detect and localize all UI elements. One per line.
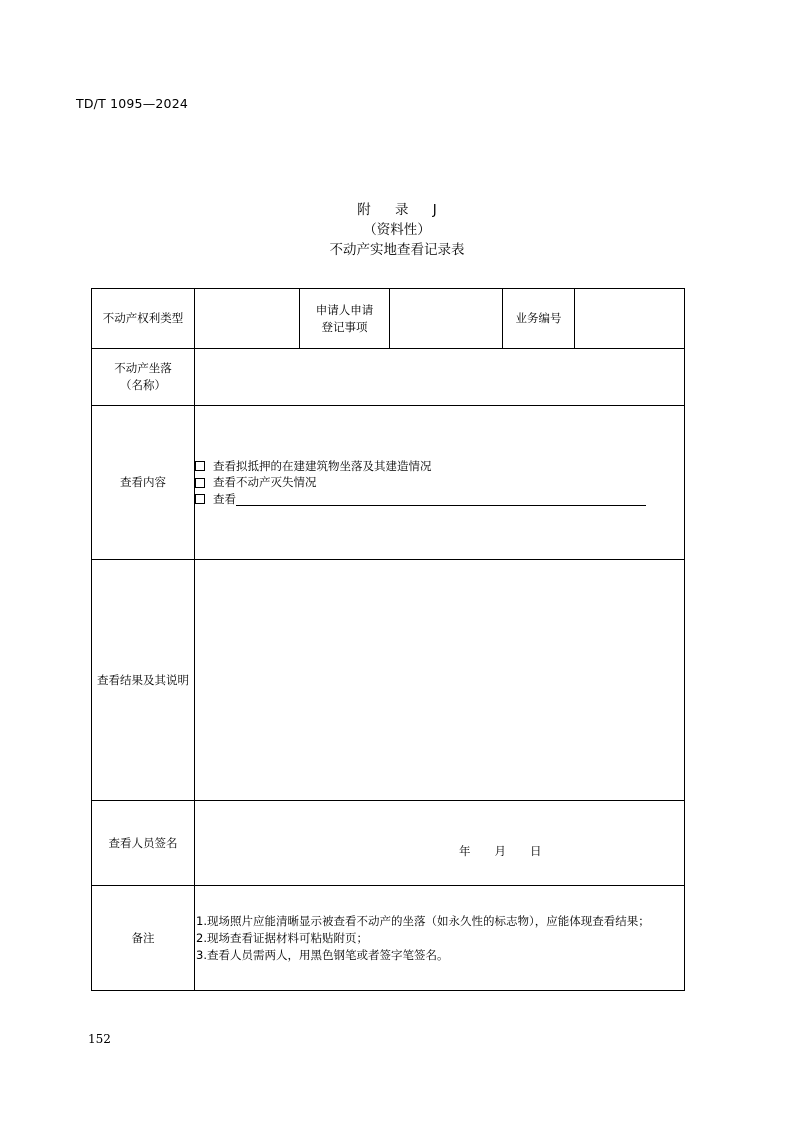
row-property-type [92,289,685,349]
checkbox-icon[interactable] [195,478,205,488]
day-label: 日 [530,844,542,858]
appendix-title: 附 录 J [357,202,447,218]
location-label-line2: （名称） [120,378,166,392]
row-signature [92,801,685,886]
standard-code: TD/T 1095—2024 [76,96,189,111]
other-inspection-blank[interactable] [236,493,646,506]
checklist-item-label: 查看 [213,491,236,506]
checklist-item-label: 查看拟抵押的在建建筑物坐落及其建造情况 [213,458,432,473]
business-number-label: 业务编号 [503,289,575,349]
month-label: 月 [494,844,506,858]
remark-item: 1.现场照片应能清晰显示被查看不动产的坐落（如永久性的标志物），应能体现查看结果； [196,913,650,928]
property-type-label: 不动产权利类型 [92,289,195,349]
inspection-content-label: 查看内容 [92,406,195,560]
page-number: 152 [88,1032,111,1046]
checklist-item[interactable] [195,474,684,491]
checkbox-icon[interactable] [195,461,205,471]
applicant-item-label [300,289,390,349]
applicant-item-field[interactable] [390,289,503,349]
remark-item: 2.现场查看证据材料可粘贴附页； [196,930,368,945]
row-location [92,349,685,406]
location-field[interactable] [195,349,685,406]
applicant-item-label-line1: 申请人申请 [315,302,374,317]
signature-label: 查看人员签名 [92,801,195,886]
row-result [92,560,685,801]
checklist-item[interactable] [195,458,684,475]
checkbox-icon[interactable] [195,494,205,504]
location-label-line1: 不动产坐落 [114,361,172,375]
business-number-field[interactable] [575,289,685,349]
form-title: 不动产实地查看记录表 [329,242,465,258]
location-label [92,349,195,406]
inspection-options [195,406,685,560]
property-type-field[interactable] [195,289,300,349]
appendix-nature: （资料性） [363,222,431,238]
checklist-item[interactable] [195,491,684,508]
result-label: 查看结果及其说明 [92,560,195,801]
remarks-content [195,886,685,991]
remarks-list [195,913,684,964]
year-label: 年 [459,844,471,858]
checklist [195,458,684,508]
row-remarks [92,886,685,991]
remarks-label: 备注 [92,886,195,991]
remark-item: 3.查看人员需两人，用黑色钢笔或者签字笔签名。 [196,947,449,962]
signature-date [195,827,684,859]
signature-field[interactable] [195,801,685,886]
checklist-item-label: 查看不动产灭失情况 [213,475,317,490]
title-block [0,200,794,260]
row-inspection-content [92,406,685,560]
result-field[interactable] [195,560,685,801]
inspection-record-table [91,288,685,991]
applicant-item-label-line2: 登记事项 [321,319,368,334]
